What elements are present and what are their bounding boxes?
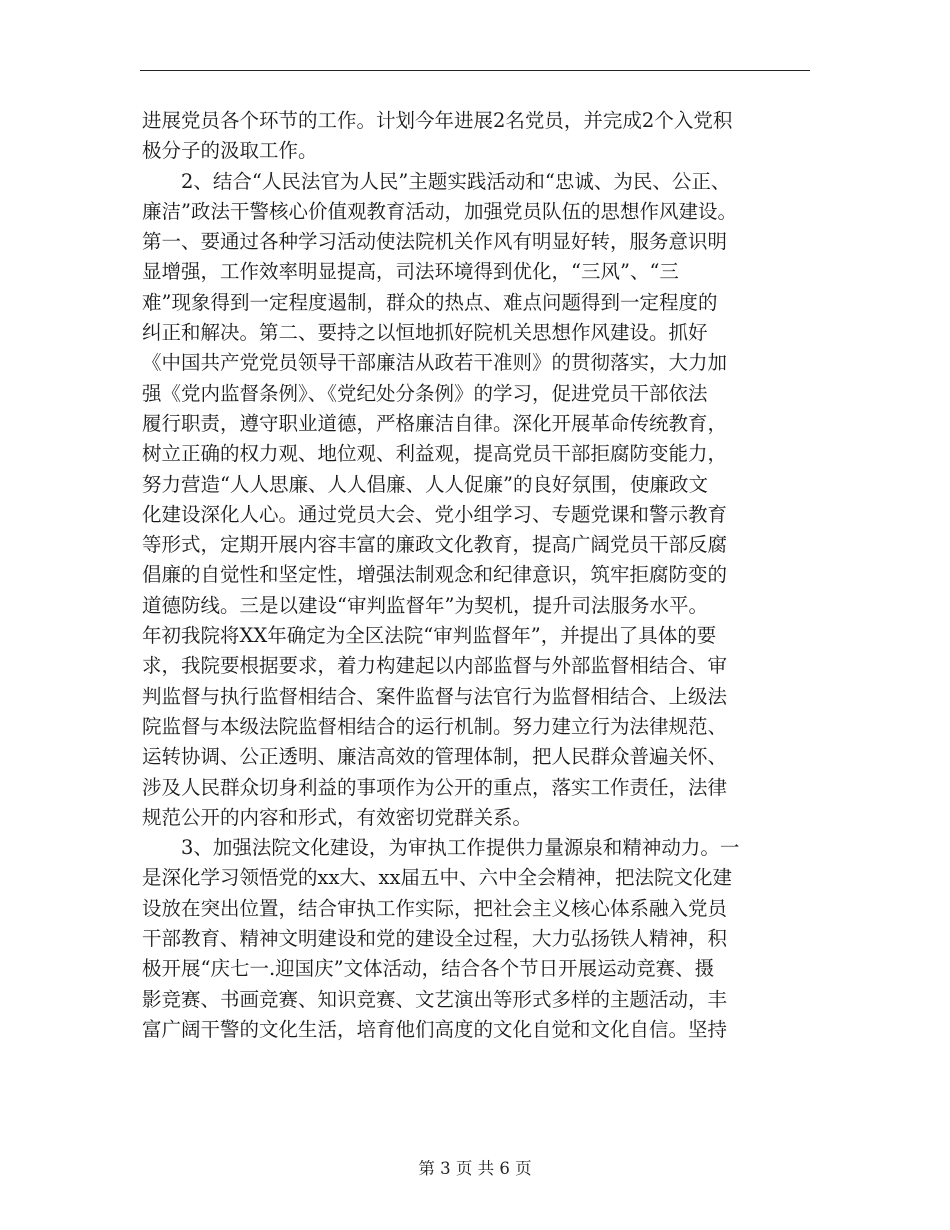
paragraph-3 xyxy=(142,833,814,1045)
text-line: 干部教育、精神文明建设和党的建设全过程，大力弘扬铁人精神，积 xyxy=(142,927,728,951)
text-line: 倡廉的自觉性和坚定性，增强法制观念和纪律意识，筑牢拒腐防变的 xyxy=(142,563,728,587)
header-rule xyxy=(140,70,810,71)
text-line: 运转协调、公正透明、廉洁高效的管理体制，把人民群众普遍关怀、 xyxy=(142,745,728,769)
text-line: 3、加强法院文化建设，为审执工作提供力量源泉和精神动力。一 xyxy=(142,836,740,860)
text-line: 规范公开的内容和形式，有效密切党群关系。 xyxy=(142,805,533,829)
paragraph-1 xyxy=(142,106,814,167)
page-number-footer: 第 3 页 共 6 页 xyxy=(418,1159,532,1178)
text-line: 第一、要通过各种学习活动使法院机关作风有明显好转，服务意识明 xyxy=(142,230,728,254)
text-line: 难”现象得到一定程度遏制，群众的热点、难点问题得到一定程度的 xyxy=(142,290,718,314)
text-line: 极开展“庆七一.迎国庆”文体活动，结合各个节日开展运动竞赛、摄 xyxy=(142,957,715,981)
text-line: 设放在突出位置，结合审执工作实际，把社会主义核心体系融入党员 xyxy=(142,896,728,920)
text-line: 显增强，工作效率明显提高，司法环境得到优化，“三风”、“三 xyxy=(142,260,679,284)
text-line: 富广阔干警的文化生活，培育他们高度的文化自觉和文化自信。坚持 xyxy=(142,1017,728,1041)
text-line: 廉洁”政法干警核心价值观教育活动，加强党员队伍的思想作风建设。 xyxy=(142,199,737,223)
text-line: 影竞赛、书画竞赛、知识竞赛、文艺演出等形式多样的主题活动，丰 xyxy=(142,987,728,1011)
text-line: 履行职责，遵守职业道德，严格廉洁自律。深化开展革命传统教育， xyxy=(142,411,728,435)
document-body xyxy=(142,106,814,1045)
text-line: 强《党内监督条例》、《党纪处分条例》的学习，促进党员干部依法 xyxy=(142,381,708,405)
text-line: 极分子的汲取工作。 xyxy=(142,139,318,163)
text-line: 年初我院将XX年确定为全区法院“审判监督年”，并提出了具体的要 xyxy=(142,624,717,648)
text-line: 院监督与本级法院监督相结合的运行机制。努力建立行为法律规范、 xyxy=(142,714,728,738)
text-line: 求，我院要根据要求，着力构建起以内部监督与外部监督相结合、审 xyxy=(142,654,728,678)
text-line: 化建设深化人心。通过党员大会、党小组学习、专题党课和警示教育 xyxy=(142,502,728,526)
text-line: 纠正和解决。第二、要持之以恒地抓好院机关思想作风建设。抓好 xyxy=(142,321,708,345)
text-line: 是深化学习领悟党的xx大、xx届五中、六中全会精神，把法院文化建 xyxy=(142,866,732,890)
text-line: 2、结合“人民法官为人民”主题实践活动和“忠诚、为民、公正、 xyxy=(142,169,731,193)
text-line: 判监督与执行监督相结合、案件监督与法官行为监督相结合、上级法 xyxy=(142,684,728,708)
text-line: 《中国共产党党员领导干部廉洁从政若干准则》的贯彻落实，大力加 xyxy=(142,351,728,375)
text-line: 道德防线。三是以建设“审判监督年”为契机，提升司法服务水平。 xyxy=(142,593,708,617)
text-line: 努力营造“人人思廉、人人倡廉、人人促廉”的良好氛围，使廉政文 xyxy=(142,472,708,496)
text-line: 等形式，定期开展内容丰富的廉政文化教育，提高广阔党员干部反腐 xyxy=(142,533,728,557)
text-line: 涉及人民群众切身利益的事项作为公开的重点，落实工作责任，法律 xyxy=(142,775,728,799)
text-line: 进展党员各个环节的工作。计划今年进展2名党员，并完成2个入党积 xyxy=(142,109,733,132)
text-line: 树立正确的权力观、地位观、利益观，提高党员干部拒腐防变能力， xyxy=(142,442,728,466)
paragraph-2 xyxy=(142,167,814,834)
